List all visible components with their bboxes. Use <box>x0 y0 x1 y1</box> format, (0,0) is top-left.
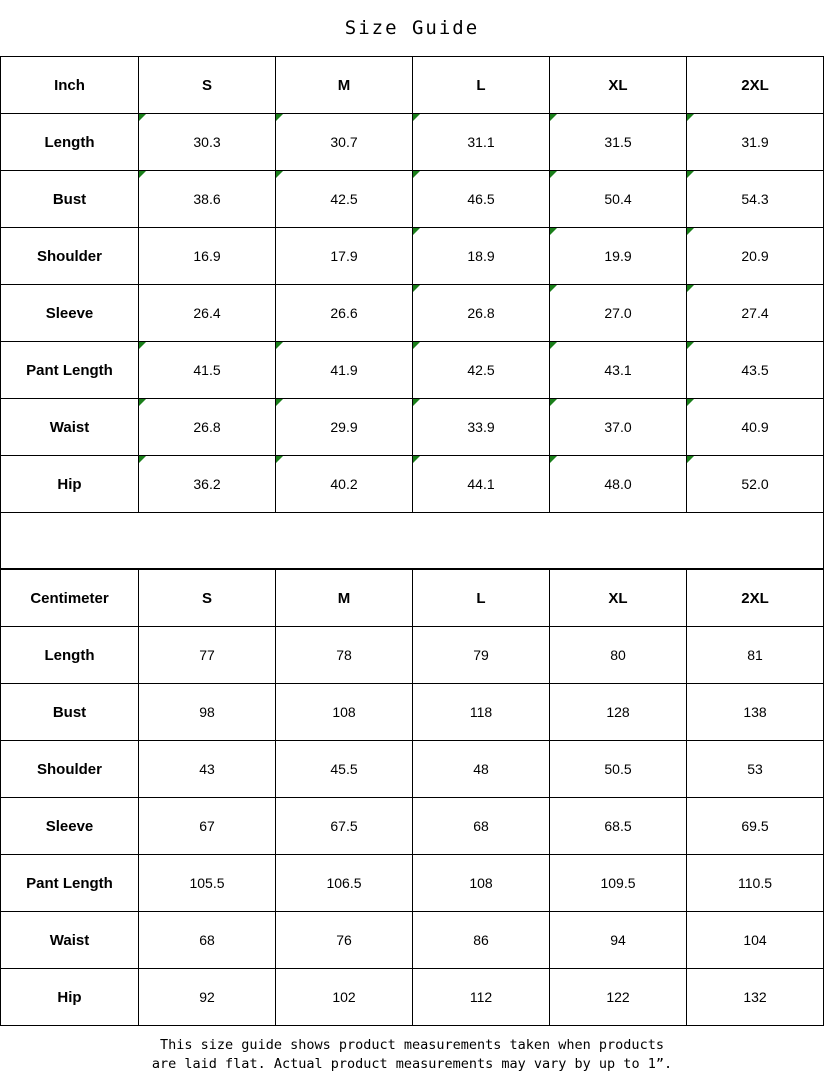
row-label-shoulder: Shoulder <box>1 228 139 285</box>
size-header-l: L <box>413 570 550 627</box>
cell-pant-length-l: 42.5 <box>413 342 550 399</box>
size-header-2xl: 2XL <box>687 57 824 114</box>
cell-pant-length-s: 41.5 <box>139 342 276 399</box>
row-label-pant-length: Pant Length <box>1 342 139 399</box>
cell-sleeve-l: 26.8 <box>413 285 550 342</box>
cell-pant-length-l: 108 <box>413 855 550 912</box>
table-row <box>1 969 824 1026</box>
cell-shoulder-m: 45.5 <box>276 741 413 798</box>
footnote-line-1: This size guide shows product measurements taken when products <box>160 1037 664 1053</box>
size-header-m: M <box>276 570 413 627</box>
footnote-line-2: are laid flat. Actual product measurements may vary by up to 1”. <box>151 1056 673 1072</box>
table-row <box>1 456 824 513</box>
cell-waist-s: 26.8 <box>139 399 276 456</box>
row-label-sleeve: Sleeve <box>1 285 139 342</box>
cell-waist-2xl: 104 <box>687 912 824 969</box>
cell-length-l: 31.1 <box>413 114 550 171</box>
cell-length-m: 30.7 <box>276 114 413 171</box>
cell-shoulder-l: 48 <box>413 741 550 798</box>
cell-bust-s: 98 <box>139 684 276 741</box>
cell-waist-xl: 94 <box>550 912 687 969</box>
row-label-length: Length <box>1 114 139 171</box>
row-label-hip: Hip <box>1 456 139 513</box>
table-row <box>1 399 824 456</box>
cell-waist-l: 33.9 <box>413 399 550 456</box>
cell-sleeve-2xl: 69.5 <box>687 798 824 855</box>
cell-shoulder-2xl: 20.9 <box>687 228 824 285</box>
cell-length-m: 78 <box>276 627 413 684</box>
row-label-shoulder: Shoulder <box>1 741 139 798</box>
cell-hip-m: 40.2 <box>276 456 413 513</box>
cell-length-l: 79 <box>413 627 550 684</box>
cell-waist-l: 86 <box>413 912 550 969</box>
cell-length-2xl: 81 <box>687 627 824 684</box>
cell-bust-s: 38.6 <box>139 171 276 228</box>
cell-waist-m: 29.9 <box>276 399 413 456</box>
cell-shoulder-xl: 50.5 <box>550 741 687 798</box>
table-row <box>1 171 824 228</box>
cell-bust-m: 42.5 <box>276 171 413 228</box>
cell-pant-length-xl: 109.5 <box>550 855 687 912</box>
size-table-centimeter <box>0 569 824 1026</box>
size-header-2xl: 2XL <box>687 570 824 627</box>
size-header-m: M <box>276 57 413 114</box>
cell-bust-xl: 128 <box>550 684 687 741</box>
cell-waist-s: 68 <box>139 912 276 969</box>
table-row <box>1 114 824 171</box>
cell-sleeve-xl: 27.0 <box>550 285 687 342</box>
cell-pant-length-xl: 43.1 <box>550 342 687 399</box>
cell-sleeve-l: 68 <box>413 798 550 855</box>
size-header-s: S <box>139 570 276 627</box>
cell-hip-m: 102 <box>276 969 413 1026</box>
cell-shoulder-m: 17.9 <box>276 228 413 285</box>
cell-waist-xl: 37.0 <box>550 399 687 456</box>
row-label-bust: Bust <box>1 171 139 228</box>
cell-waist-2xl: 40.9 <box>687 399 824 456</box>
cell-waist-m: 76 <box>276 912 413 969</box>
table-row <box>1 342 824 399</box>
cell-pant-length-2xl: 110.5 <box>687 855 824 912</box>
cell-sleeve-2xl: 27.4 <box>687 285 824 342</box>
cell-pant-length-m: 106.5 <box>276 855 413 912</box>
page-title: Size Guide <box>344 17 480 39</box>
cell-length-xl: 31.5 <box>550 114 687 171</box>
table-header-row <box>1 570 824 627</box>
cell-length-2xl: 31.9 <box>687 114 824 171</box>
row-label-bust: Bust <box>1 684 139 741</box>
row-label-sleeve: Sleeve <box>1 798 139 855</box>
cell-hip-2xl: 52.0 <box>687 456 824 513</box>
cell-length-s: 77 <box>139 627 276 684</box>
cell-sleeve-m: 26.6 <box>276 285 413 342</box>
cell-bust-l: 46.5 <box>413 171 550 228</box>
cell-shoulder-s: 43 <box>139 741 276 798</box>
cell-hip-2xl: 132 <box>687 969 824 1026</box>
cell-bust-2xl: 138 <box>687 684 824 741</box>
table-row <box>1 912 824 969</box>
cell-shoulder-l: 18.9 <box>413 228 550 285</box>
cell-shoulder-xl: 19.9 <box>550 228 687 285</box>
table-row <box>1 741 824 798</box>
table-row <box>1 855 824 912</box>
cell-hip-s: 92 <box>139 969 276 1026</box>
table-row <box>1 684 824 741</box>
cell-length-s: 30.3 <box>139 114 276 171</box>
unit-header-centimeter: Centimeter <box>1 570 139 627</box>
cell-sleeve-s: 26.4 <box>139 285 276 342</box>
cell-hip-l: 112 <box>413 969 550 1026</box>
size-header-xl: XL <box>550 570 687 627</box>
table-separator <box>0 513 824 569</box>
cell-bust-l: 118 <box>413 684 550 741</box>
size-table-inch <box>0 56 824 513</box>
cell-shoulder-s: 16.9 <box>139 228 276 285</box>
size-guide-footnote <box>0 1026 824 1082</box>
cell-hip-xl: 122 <box>550 969 687 1026</box>
cell-hip-s: 36.2 <box>139 456 276 513</box>
table-row <box>1 798 824 855</box>
row-label-waist: Waist <box>1 912 139 969</box>
table-header-row <box>1 57 824 114</box>
row-label-waist: Waist <box>1 399 139 456</box>
cell-sleeve-xl: 68.5 <box>550 798 687 855</box>
size-header-xl: XL <box>550 57 687 114</box>
table-row <box>1 627 824 684</box>
size-header-s: S <box>139 57 276 114</box>
cell-sleeve-m: 67.5 <box>276 798 413 855</box>
cell-pant-length-m: 41.9 <box>276 342 413 399</box>
cell-sleeve-s: 67 <box>139 798 276 855</box>
cell-pant-length-s: 105.5 <box>139 855 276 912</box>
row-label-length: Length <box>1 627 139 684</box>
cell-bust-m: 108 <box>276 684 413 741</box>
cell-shoulder-2xl: 53 <box>687 741 824 798</box>
cell-hip-l: 44.1 <box>413 456 550 513</box>
unit-header-inch: Inch <box>1 57 139 114</box>
cell-bust-2xl: 54.3 <box>687 171 824 228</box>
size-header-l: L <box>413 57 550 114</box>
table-row <box>1 228 824 285</box>
cell-length-xl: 80 <box>550 627 687 684</box>
cell-bust-xl: 50.4 <box>550 171 687 228</box>
cell-hip-xl: 48.0 <box>550 456 687 513</box>
table-row <box>1 285 824 342</box>
cell-pant-length-2xl: 43.5 <box>687 342 824 399</box>
row-label-pant-length: Pant Length <box>1 855 139 912</box>
row-label-hip: Hip <box>1 969 139 1026</box>
